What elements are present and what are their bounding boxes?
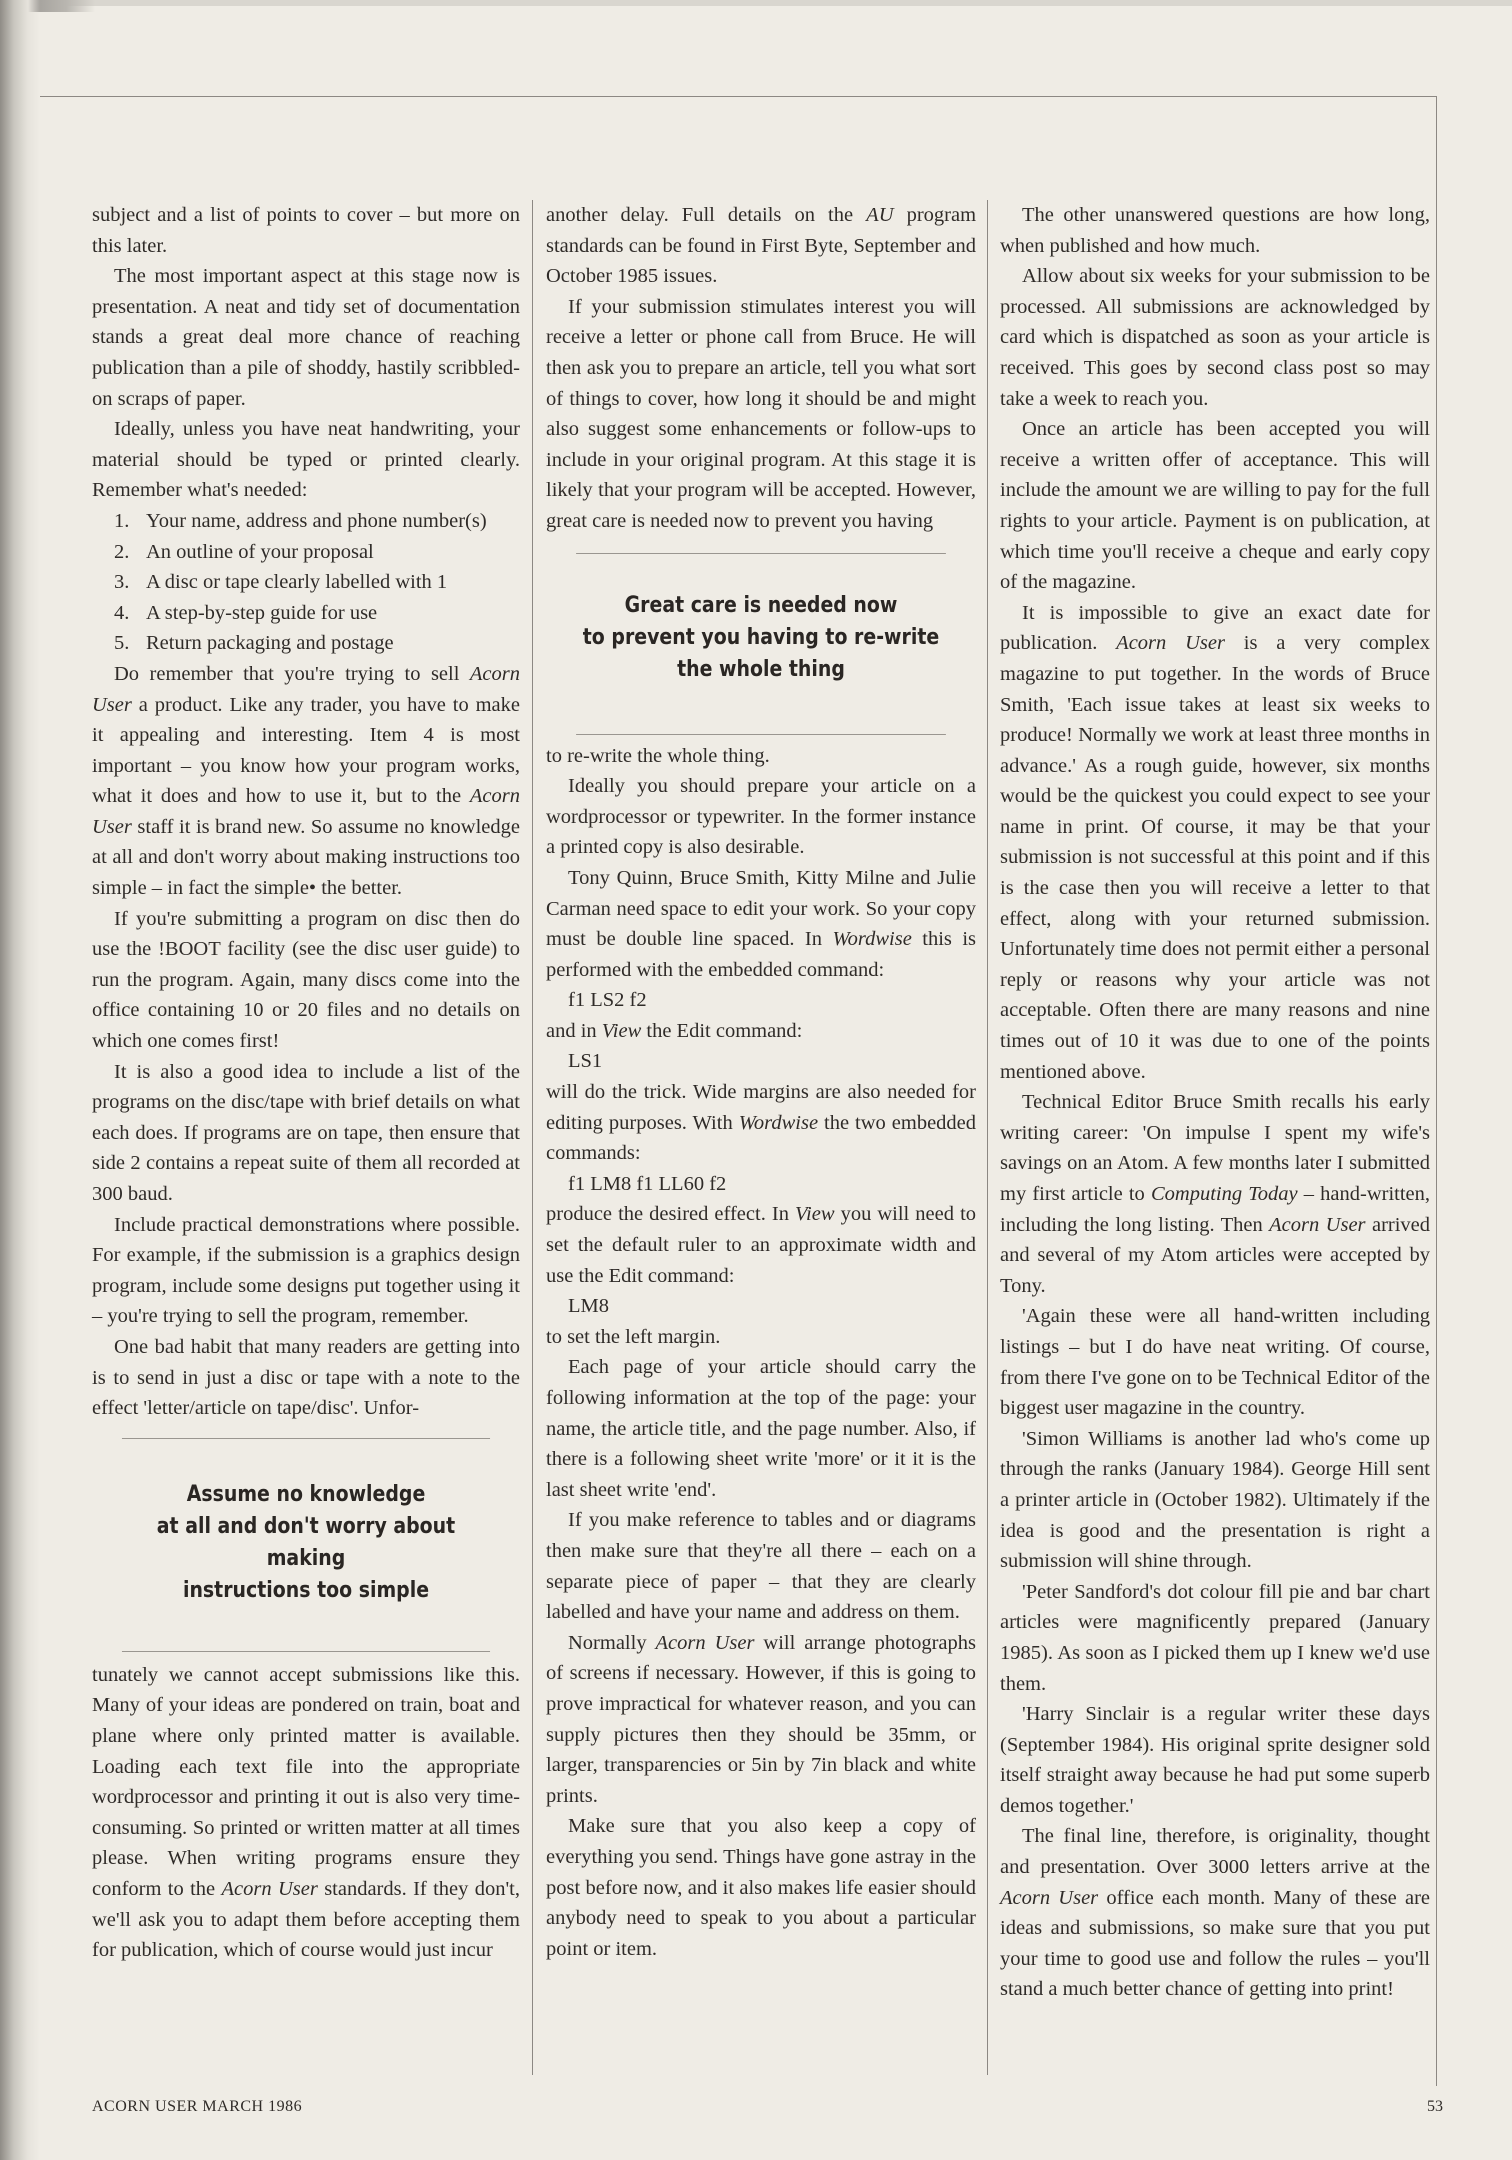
paragraph: It is also a good idea to include a list of the programs on the disc/tape with brief details on what each does. If programs are on tape, then ensure that side 2 contains a repeat suite of them all recorded at 300 baud. (92, 1060, 520, 1205)
paragraph: to set the left margin. (546, 1325, 721, 1348)
paragraph: Tony Quinn, Bruce Smith, Kitty Milne and Julie Carman need space to edit your work. So your copy must be double line spaced. In Wordwise this is performed with the embedded command: (546, 866, 976, 981)
paragraph: Technical Editor Bruce Smith recalls his early writing career: 'On impulse I spent my wife's savings on an Atom. A few months later I submitted my first article to Computing Today – hand-written, including the long listing. Then Acorn User arrived and several of my Atom articles were accepted by Tony. (1000, 1091, 1431, 1297)
code-line: LS1 (568, 1050, 603, 1073)
paragraph: to re-write the whole thing. (546, 744, 770, 767)
paragraph: subject and a list of points to cover – but more on this later. (92, 204, 520, 257)
column-divider-1 (532, 200, 533, 2075)
list-item: 3. A disc or tape clearly labelled with 1 (114, 571, 448, 594)
paragraph: another delay. Full details on the AU program standards can be found in First Byte, September and October 1985 issues. (546, 204, 977, 288)
column-3 (1000, 200, 1430, 2005)
paragraph: Ideally, unless you have neat handwriting, your material should be typed or printed clearly. Remember what's needed: (92, 418, 520, 502)
paragraph: tunately we cannot accept submissions like this. Many of your ideas are pondered on train, boat and plane where only printed matter is available. Loading each text file into the appropriate wordprocessor and printing it out is also very time-consuming. So printed or written matter at all times please. When writing programs ensure they conform to the Acorn User standards. If they don't, we'll ask you to adapt them before accepting them for publication, which of course would just incur (92, 1663, 521, 1962)
code-line: LM8 (568, 1295, 609, 1318)
paragraph: Each page of your article should carry the following information at the top of the page: your name, the article title, and the page number. Also, if there is a following sheet write 'more' or it it is the last sheet write 'end'. (546, 1356, 976, 1501)
code-line: f1 LM8 f1 LL60 f2 (568, 1172, 727, 1195)
paragraph: If your submission stimulates interest you will receive a letter or phone call from Bruce. He will then ask you to prepare an article, tell you what sort of things to cover, how long it should be and might also suggest some enhancements or follow-ups to include in your original program. At this stage it is likely that your program will be accepted. However, great care is needed now to prevent you having (546, 295, 976, 532)
column-divider-2 (987, 200, 988, 2075)
paragraph: One bad habit that many readers are getting into is to send in just a disc or tape with a note to the effect 'letter/article on tape/disc'. Unfor- (92, 1335, 520, 1420)
code-line: f1 LS2 f2 (568, 989, 647, 1012)
paragraph: Ideally you should prepare your article on a wordprocessor or typewriter. In the former instance a printed copy is also desirable. (546, 775, 976, 859)
paragraph: Once an article has been accepted you will receive a written offer of acceptance. This will include the amount we are willing to pay for the full rights to your article. Payment is on publication, at which time you'll receive a cheque and early copy of the magazine. (1000, 418, 1430, 594)
right-frame-rule (1436, 96, 1437, 2086)
paragraph: 'Peter Sandford's dot colour fill pie and bar chart articles were magnificently prepared (January 1985). As soon as I picked them up I knew we'd use them. (1000, 1580, 1430, 1695)
paragraph: and in View the Edit command: (546, 1019, 803, 1042)
paragraph: The most important aspect at this stage now is presentation. A neat and tidy set of documentation stands a great deal more chance of reaching publication than a pile of shoddy, hastily scribbled-on scraps of paper. (92, 265, 520, 410)
column-1 (92, 200, 520, 1966)
paragraph: If you make reference to tables and or diagrams then make sure that they're all there – each on a separate piece of paper – that they are clearly labelled and have your name and address on them. (546, 1509, 976, 1624)
pull-quote: Great care is needed now to prevent you having to re-write the whole thing (576, 553, 946, 735)
footer-issue: ACORN USER MARCH 1986 (92, 2098, 303, 2115)
list-item: 1. Your name, address and phone number(s) (114, 509, 487, 532)
top-frame-rule (40, 96, 1436, 97)
paragraph: Include practical demonstrations where possible. For example, if the submission is a graphics design program, include some designs put together using it – you're trying to sell the program, remember. (92, 1213, 520, 1328)
paragraph: 'Harry Sinclair is a regular writer these days (September 1984). His original sprite designer sold itself straight away because he had put some superb demos together.' (1000, 1703, 1430, 1817)
binding-shadow (0, 0, 40, 2160)
paragraph: It is impossible to give an exact date for publication. Acorn User is a very complex magazine to put together. In the words of Bruce Smith, 'Each issue takes at least six weeks to produce! Normally we work at least three months in advance.' As a rough guide, however, six months would be the quickest you could expect to see your name in print. Of course, it may be that your submission is not successful at this point and if this is the case then you will receive a letter to that effect, along with your returned submission. Unfortunately time does not permit either a personal reply or reasons why your article was not acceptable. Often there are many reasons and nine times out of 10 it was due to one of the points mentioned above. (1000, 601, 1430, 1083)
paragraph: will do the trick. Wide margins are also needed for editing purposes. With Wordwise the two embedded commands: (546, 1081, 977, 1165)
page-top-edge (0, 0, 1512, 6)
list-item: 4. A step-by-step guide for use (114, 601, 378, 624)
pull-quote: Assume no knowledge at all and don't worry about making instructions too simple (122, 1438, 490, 1652)
list-item: 2. An outline of your proposal (114, 540, 374, 563)
column-2 (546, 200, 976, 1964)
paragraph: produce the desired effect. In View you will need to set the default ruler to an approximate width and use the Edit command: (546, 1203, 977, 1287)
paragraph: Allow about six weeks for your submission to be processed. All submissions are acknowledged by card which is dispatched as soon as your article is received. This goes by second class post so may take a week to reach you. (1000, 265, 1430, 410)
paragraph: 'Again these were all hand-written including listings – but I do have neat writing. Of course, from there I've gone on to be Technical Editor of the biggest user magazine in the country. (1000, 1305, 1430, 1420)
paragraph: The final line, therefore, is originality, thought and presentation. Over 3000 letters arrive at the Acorn User office each month. Many of these are ideas and submissions, so make sure that you put your time to good use and follow the rules – you'll stand a much better chance of getting into print! (1000, 1825, 1430, 2001)
paragraph: The other unanswered questions are how long, when published and how much. (1000, 204, 1430, 257)
requirements-list (92, 506, 520, 659)
paragraph: Normally Acorn User will arrange photographs of screens if necessary. However, if this is going to prove impractical for whatever reason, and you can supply pictures then they should be 35mm, or larger, transparencies or 5in by 7in black and white prints. (546, 1631, 976, 1807)
page-number: 53 (1427, 2098, 1443, 2115)
list-item: 5. Return packaging and postage (114, 632, 394, 655)
paragraph: Make sure that you also keep a copy of everything you send. Things have gone astray in the post before now, and it also makes life easier should anybody need to speak to you about a particular point or item. (546, 1815, 976, 1960)
paragraph: If you're submitting a program on disc then do use the !BOOT facility (see the disc user guide) to run the program. Again, many discs come into the office containing 10 or 20 files and no details on which one comes first! (92, 907, 520, 1053)
paragraph: Do remember that you're trying to sell Acorn User a product. Like any trader, you have to make it appealing and interesting. Item 4 is most important – you know how your program works, what it does and how to use it, but to the Acorn User staff it is brand new. So assume no knowledge at all and don't worry about making instructions too simple – in fact the simple• the better. (92, 662, 521, 900)
paragraph: 'Simon Williams is another lad who's come up through the ranks (January 1984). George Hill sent a printer article in (October 1982). Ultimately if the idea is good and the presentation is right a submission will shine through. (1000, 1427, 1430, 1573)
